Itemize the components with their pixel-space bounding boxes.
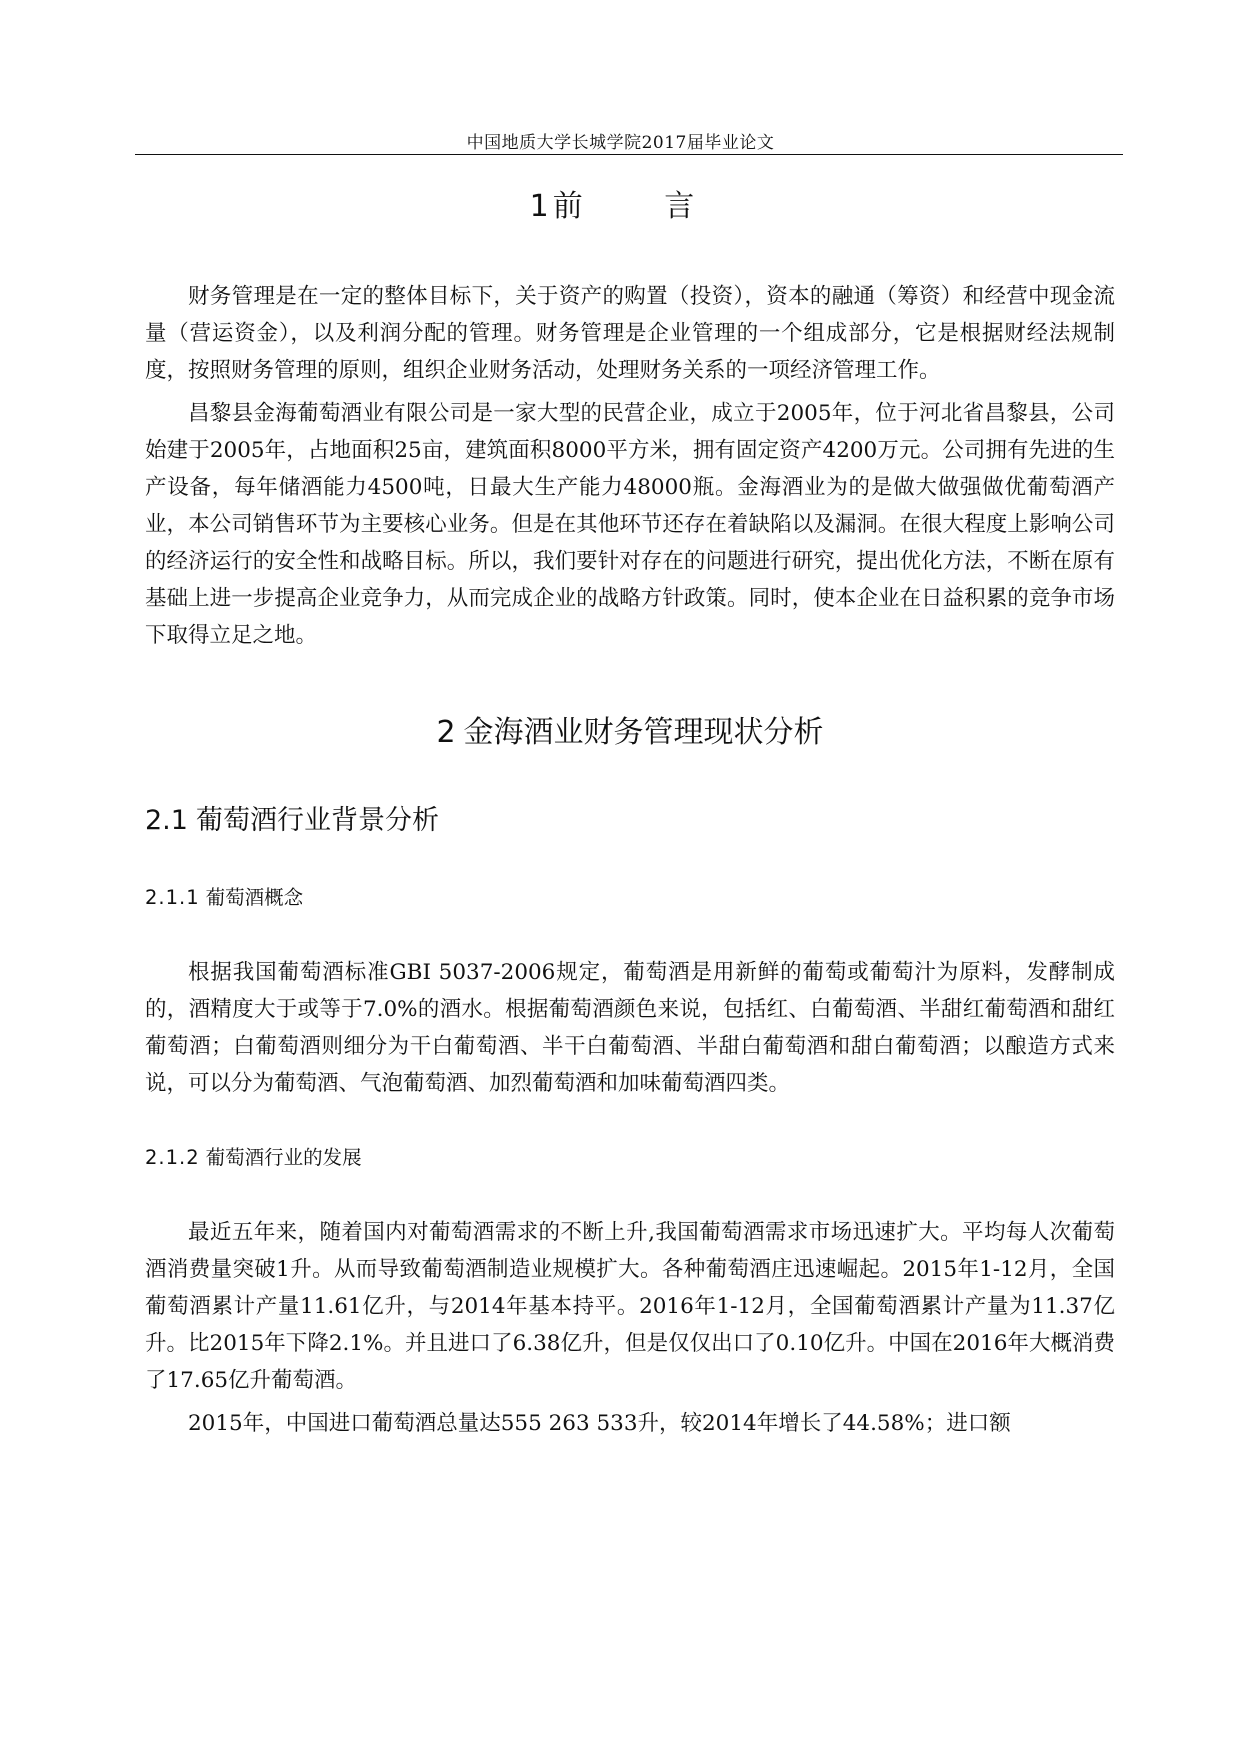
subsection-2-1-1-heading	[145, 880, 1115, 916]
chapter-2-number: 2	[436, 715, 456, 750]
header-rule	[135, 154, 1123, 155]
subsection-2-1-1-number: 2.1.1	[145, 886, 200, 909]
chapter-2-heading	[145, 706, 1115, 760]
subsection-2-1-1-title: 葡萄酒概念	[205, 886, 304, 909]
chapter-1-paragraph-2: 昌黎县金海葡萄酒业有限公司是一家大型的民营企业，成立于2005年，位于河北省昌黎县，公司始建于2005年，占地面积25亩，建筑面积8000平方米，拥有固定资产4200万元。公司拥有先进的生产设备，每年储酒能力4500吨，日最大生产能力48000瓶。金海酒业为的是做大做强做优葡萄酒产业，本公司销售环节为主要核心业务。但是在其他环节还存在着缺陷以及漏洞。在很大程度上影响公司的经济运行的安全性和战略目标。所以，我们要针对存在的问题进行研究，提出优化方法，不断在原有基础上进一步提高企业竞争力，从而完成企业的战略方针政策。同时，使本企业在日益积累的竞争市场下取得立足之地。	[145, 401, 1115, 648]
running-header: 中国地质大学长城学院2017届毕业论文	[466, 133, 775, 153]
subsection-2-1-1-paragraph-1: 根据我国葡萄酒标准GBI 5037-2006规定，葡萄酒是用新鲜的葡萄或葡萄汁为原料，发酵制成的，酒精度大于或等于7.0%的酒水。根据葡萄酒颜色来说，包括红、白葡萄酒、半甜红葡萄酒和甜红葡萄酒；白葡萄酒则细分为干白葡萄酒、半干白葡萄酒、半甜白葡萄酒和甜白葡萄酒；以酿造方式来说，可以分为葡萄酒、气泡葡萄酒、加烈葡萄酒和加味葡萄酒四类。	[145, 960, 1115, 1096]
chapter-1-number: 1	[529, 189, 549, 224]
section-2-1-number: 2.1	[145, 805, 188, 836]
chapter-1-paragraph-1: 财务管理是在一定的整体目标下，关于资产的购置（投资），资本的融通（筹资）和经营中现金流量（营运资金），以及利润分配的管理。财务管理是企业管理的一个组成部分，它是根据财经法规制度，按照财务管理的原则，组织企业财务活动，处理财务关系的一项经济管理工作。	[145, 284, 1115, 383]
chapter-1-heading	[145, 180, 1115, 234]
subsection-2-1-2-title: 葡萄酒行业的发展	[205, 1146, 362, 1169]
subsection-2-1-2-heading	[145, 1140, 1115, 1176]
chapter-1-title: 前 言	[552, 189, 731, 224]
section-2-1-heading	[145, 798, 1115, 844]
chapter-2-title: 金海酒业财务管理现状分析	[463, 715, 824, 750]
subsection-2-1-2-paragraph-1: 最近五年来，随着国内对葡萄酒需求的不断上升,我国葡萄酒需求市场迅速扩大。平均每人次葡萄酒消费量突破1升。从而导致葡萄酒制造业规模扩大。各种葡萄酒庄迅速崛起。2015年1-12月，全国葡萄酒累计产量11.61亿升，与2014年基本持平。2016年1-12月，全国葡萄酒累计产量为11.37亿升。比2015年下降2.1%。并且进口了6.38亿升，但是仅仅出口了0.10亿升。中国在2016年大概消费了17.65亿升葡萄酒。	[145, 1220, 1115, 1393]
subsection-2-1-2-number: 2.1.2	[145, 1146, 200, 1169]
page-content	[145, 180, 1115, 1448]
subsection-2-1-2-paragraph-2: 2015年，中国进口葡萄酒总量达555 263 533升，较2014年增长了44.58%；进口额	[188, 1411, 1011, 1436]
section-2-1-title: 葡萄酒行业背景分析	[195, 805, 439, 836]
